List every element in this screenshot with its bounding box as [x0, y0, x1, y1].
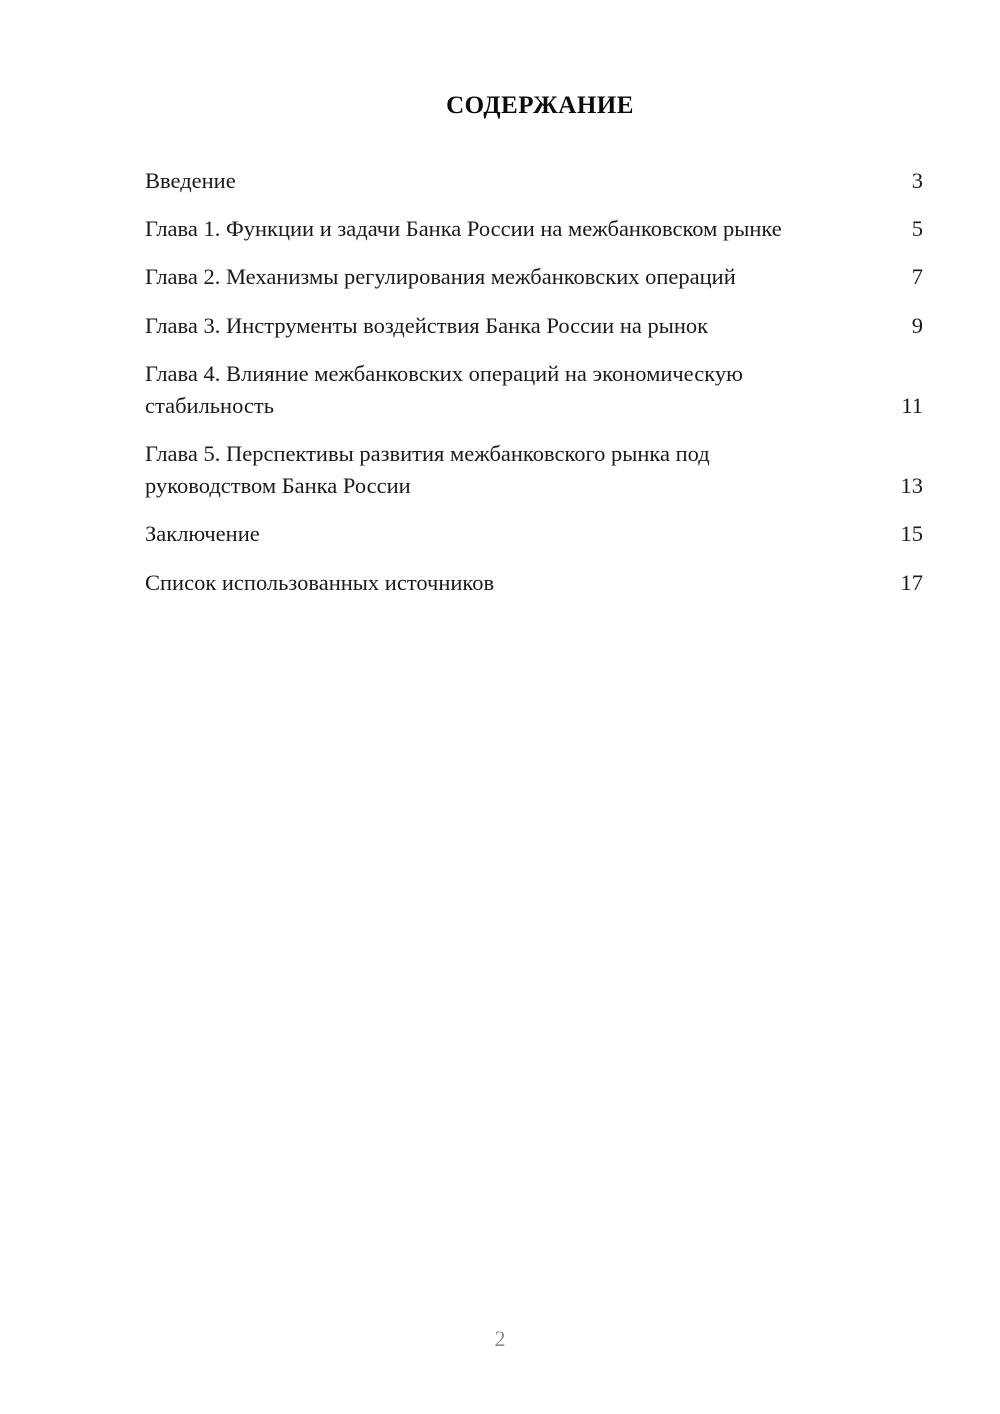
toc-entry[interactable]	[145, 165, 923, 197]
toc-entry-page-number: 13	[900, 473, 923, 499]
toc-entry-label: Глава 1. Функции и задачи Банка России на межбанковском рынке	[145, 216, 782, 242]
toc-entry-label: Глава 2. Механизмы регулирования межбанковских операций	[145, 264, 736, 290]
toc-entry[interactable]	[145, 567, 923, 599]
toc-entry-label: Глава 5. Перспективы развития межбанковского рынка под руководством Банка России	[145, 441, 710, 499]
toc-entry-label: Список использованных источников	[145, 569, 495, 595]
page-title: СОДЕРЖАНИЕ	[446, 92, 634, 119]
toc-entry[interactable]	[145, 213, 923, 245]
toc-entry[interactable]	[145, 310, 923, 342]
toc-entry-page-number: 17	[900, 569, 923, 595]
toc-entry-label: Глава 3. Инструменты воздействия Банка России на рынок	[145, 312, 709, 338]
table-of-contents	[145, 165, 923, 615]
toc-entry-page-number: 3	[911, 168, 923, 193]
toc-entry-label: Глава 4. Влияние межбанковских операций на экономическую стабильность	[145, 360, 743, 418]
toc-entry-label: Введение	[145, 168, 236, 193]
footer-page-number: 2	[494, 1326, 506, 1351]
toc-entry[interactable]	[145, 438, 923, 502]
toc-entry[interactable]	[145, 261, 923, 293]
toc-entry-page-number: 5	[911, 216, 923, 242]
toc-entry-page-number: 7	[911, 264, 923, 290]
toc-entry-page-number: 11	[901, 392, 923, 418]
toc-entry-page-number: 9	[911, 312, 923, 338]
toc-entry[interactable]	[145, 518, 923, 550]
toc-entry-page-number: 15	[900, 521, 923, 547]
toc-entry-label: Заключение	[145, 521, 260, 547]
toc-entry[interactable]	[145, 358, 923, 422]
